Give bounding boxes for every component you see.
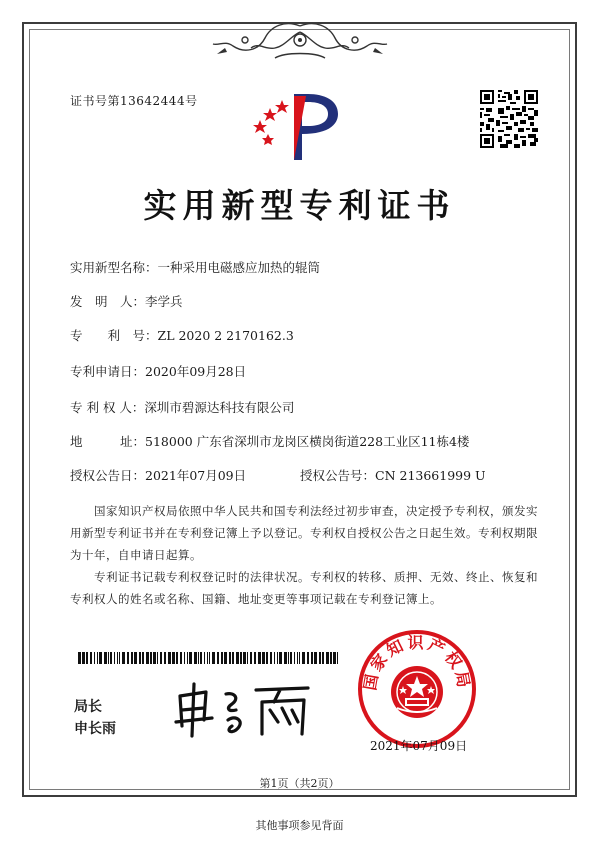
- barcode-icon: [78, 652, 340, 664]
- inventor-value: 李学兵: [145, 294, 183, 309]
- patentee-value: 深圳市碧源达科技有限公司: [144, 400, 295, 415]
- signatory-title: 局长: [74, 699, 102, 715]
- seal-text: 国家知识产权局: [360, 633, 474, 692]
- grant-number-label: 授权公告号：: [300, 468, 376, 483]
- grant-date-row: [70, 466, 246, 484]
- grant-statement-paragraph: 国家知识产权局依照中华人民共和国专利法经过初步审查，决定授予专利权，颁发实用新型专利证书并在专利登记簿上予以登记。专利权自授权公告之日起生效。专利权期限为十年，自申请日起算。: [70, 504, 538, 562]
- utility-model-name-value: 一种采用电磁感应加热的辊筒: [157, 260, 321, 275]
- grant-date-value: 2021年07月09日: [145, 468, 247, 483]
- utility-model-name-label: 实用新型名称：: [70, 260, 158, 275]
- filing-date-value: 2020年09月28日: [145, 364, 247, 379]
- inventor-row: [70, 292, 183, 310]
- director-signature-icon: [170, 680, 320, 738]
- footer-note: 其他事项参见背面: [255, 819, 344, 832]
- official-seal-icon: [356, 628, 478, 750]
- page-title: 实用新型专利证书: [143, 186, 456, 225]
- qr-code-icon: [480, 90, 538, 148]
- inventor-label: 发 明 人：: [70, 294, 146, 309]
- top-ornament-icon: [205, 18, 395, 66]
- grant-number-row: [300, 466, 486, 484]
- seal-date: 2021年07月09日: [370, 739, 468, 753]
- grant-number-value: CN 213661999 U: [375, 468, 486, 483]
- patent-number-label: 专 利 号：: [70, 328, 158, 343]
- address-value: 518000 广东省深圳市龙岗区横岗街道228工业区11栋4楼: [145, 434, 470, 449]
- patentee-label: 专 利 权 人：: [70, 400, 145, 415]
- address-row: [70, 432, 469, 450]
- signatory-name: 申长雨: [74, 721, 116, 737]
- legal-status-paragraph: 专利证书记载专利权登记时的法律状况。专利权的转移、质押、无效、终止、恢复和专利权人的姓名或名称、国籍、地址变更等事项记载在专利登记簿上。: [70, 570, 538, 606]
- patentee-row: [70, 398, 294, 416]
- filing-date-label: 专利申请日：: [70, 364, 146, 379]
- filing-date-row: [70, 362, 246, 380]
- address-label: 地 址：: [70, 434, 146, 449]
- grant-date-label: 授权公告日：: [70, 468, 146, 483]
- page-number: 第1页（共2页）: [259, 777, 340, 790]
- certificate-number: 证书号第13642444号: [70, 94, 198, 108]
- patent-number-value: ZL 2020 2 2170162.3: [157, 328, 294, 343]
- patent-number-row: [70, 326, 294, 344]
- utility-model-name-row: [70, 258, 320, 276]
- cnipa-logo-icon: [250, 88, 345, 163]
